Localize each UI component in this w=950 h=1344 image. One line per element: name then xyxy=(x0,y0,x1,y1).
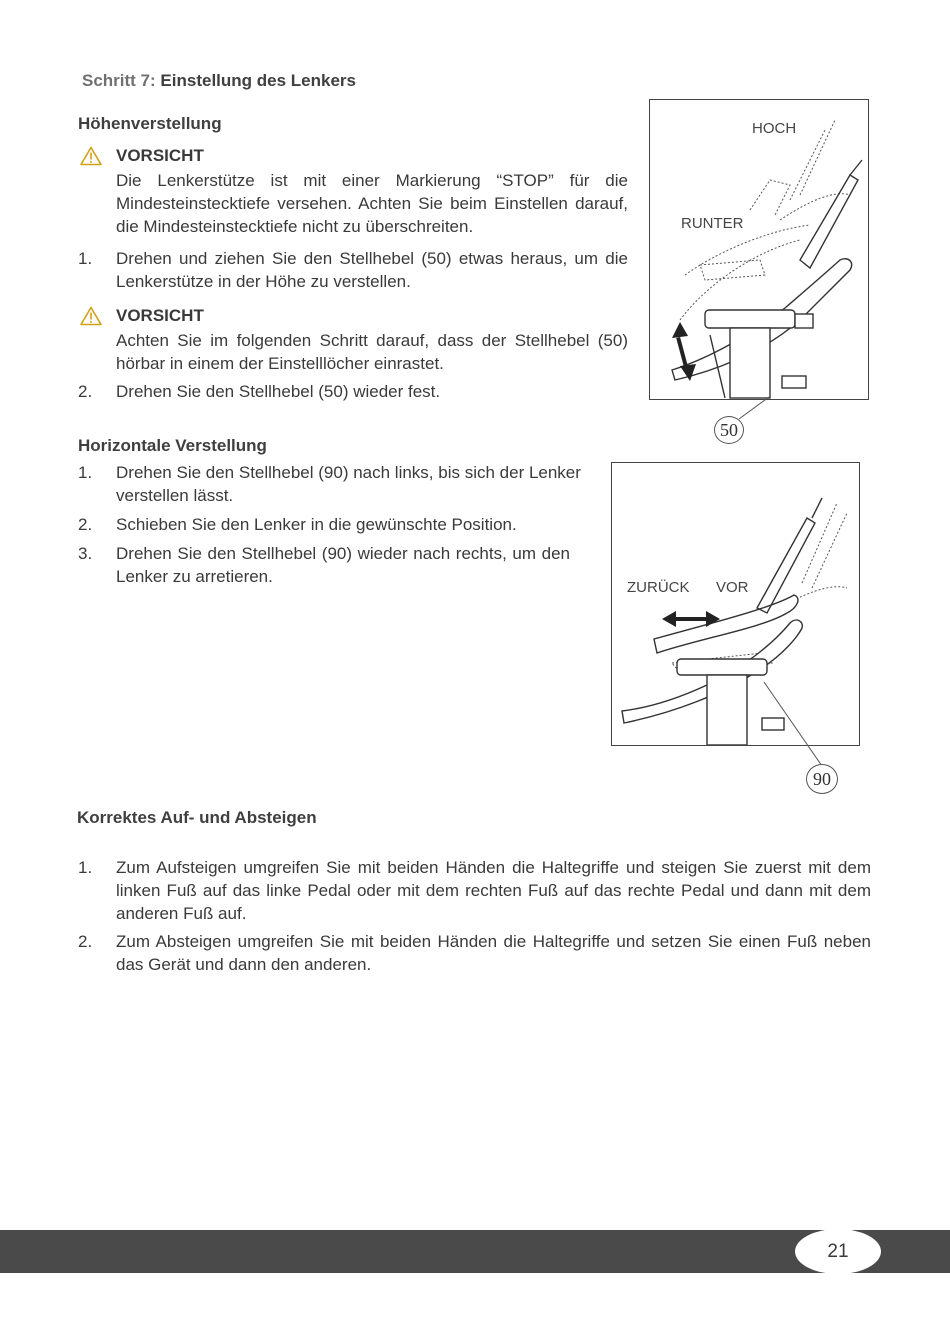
handlebar-height-illustration xyxy=(650,100,868,399)
label-down: RUNTER xyxy=(681,215,744,232)
caution-text-2: Achten Sie im folgenden Schritt darauf, dass der Stellhebel (50) hörbar in einem der Einstelllöcher einrastet. xyxy=(116,331,628,373)
label-up: HOCH xyxy=(752,120,797,137)
caution-text-1: Die Lenkerstütze ist mit einer Markierung “STOP” für die Mindesteinstecktiefe versehen. Achten Sie beim Einstellen darauf, die Mindesteinstecktiefe nicht zu überschreiten. xyxy=(116,171,628,236)
step-title xyxy=(82,71,356,91)
step-number: Schritt 7: xyxy=(82,71,156,90)
section-heading-hoehen: Höhenverstellung xyxy=(78,114,222,133)
callout-50: 50 xyxy=(714,416,744,444)
list-number: 1. xyxy=(78,463,93,482)
list-item-text: Drehen Sie den Stellhebel (90) nach links, bis sich der Lenker verstellen lässt. xyxy=(116,463,581,505)
label-back: ZURÜCK xyxy=(627,579,690,596)
callout-90: 90 xyxy=(806,764,838,794)
page-number: 21 xyxy=(795,1229,881,1274)
list-number: 2. xyxy=(78,382,93,401)
warning-triangle-icon xyxy=(80,306,102,326)
warning-triangle-icon xyxy=(80,146,102,166)
section-heading-horizontal: Horizontale Verstellung xyxy=(78,436,267,455)
list-item-text: Drehen und ziehen Sie den Stellhebel (50) etwas heraus, um die Lenkerstütze in der Höhe zu verstellen. xyxy=(116,249,628,291)
step-title-text: Einstellung des Lenkers xyxy=(160,71,356,90)
caution-title-1: VORSICHT xyxy=(116,146,204,165)
list-number: 3. xyxy=(78,544,93,563)
figure-height-adjustment xyxy=(649,99,869,400)
list-item-text: Schieben Sie den Lenker in die gewünschte Position. xyxy=(116,515,517,534)
list-number: 1. xyxy=(78,249,93,268)
callout-leader-line xyxy=(735,395,775,425)
caution-title-2: VORSICHT xyxy=(116,306,204,325)
section-heading-mounting: Korrektes Auf- und Absteigen xyxy=(77,808,317,827)
list-number: 1. xyxy=(78,858,93,877)
callout-leader-line xyxy=(760,680,830,770)
label-forward: VOR xyxy=(716,579,749,596)
list-item-text: Drehen Sie den Stellhebel (50) wieder fest. xyxy=(116,382,441,401)
list-number: 2. xyxy=(78,515,93,534)
list-item-text: Drehen Sie den Stellhebel (90) wieder nach rechts, um den Lenker zu arretieren. xyxy=(116,544,570,586)
list-number: 2. xyxy=(78,932,93,951)
list-item-text: Zum Absteigen umgreifen Sie mit beiden Händen die Haltegriffe und setzen Sie einen Fuß neben das Gerät und dann den anderen. xyxy=(116,932,871,974)
list-item-text: Zum Aufsteigen umgreifen Sie mit beiden Händen die Haltegriffe und steigen Sie zuerst mit dem linken Fuß auf das linke Pedal oder mit dem rechten Fuß auf das rechte Pedal und dann mit dem anderen Fuß auf. xyxy=(116,858,871,923)
